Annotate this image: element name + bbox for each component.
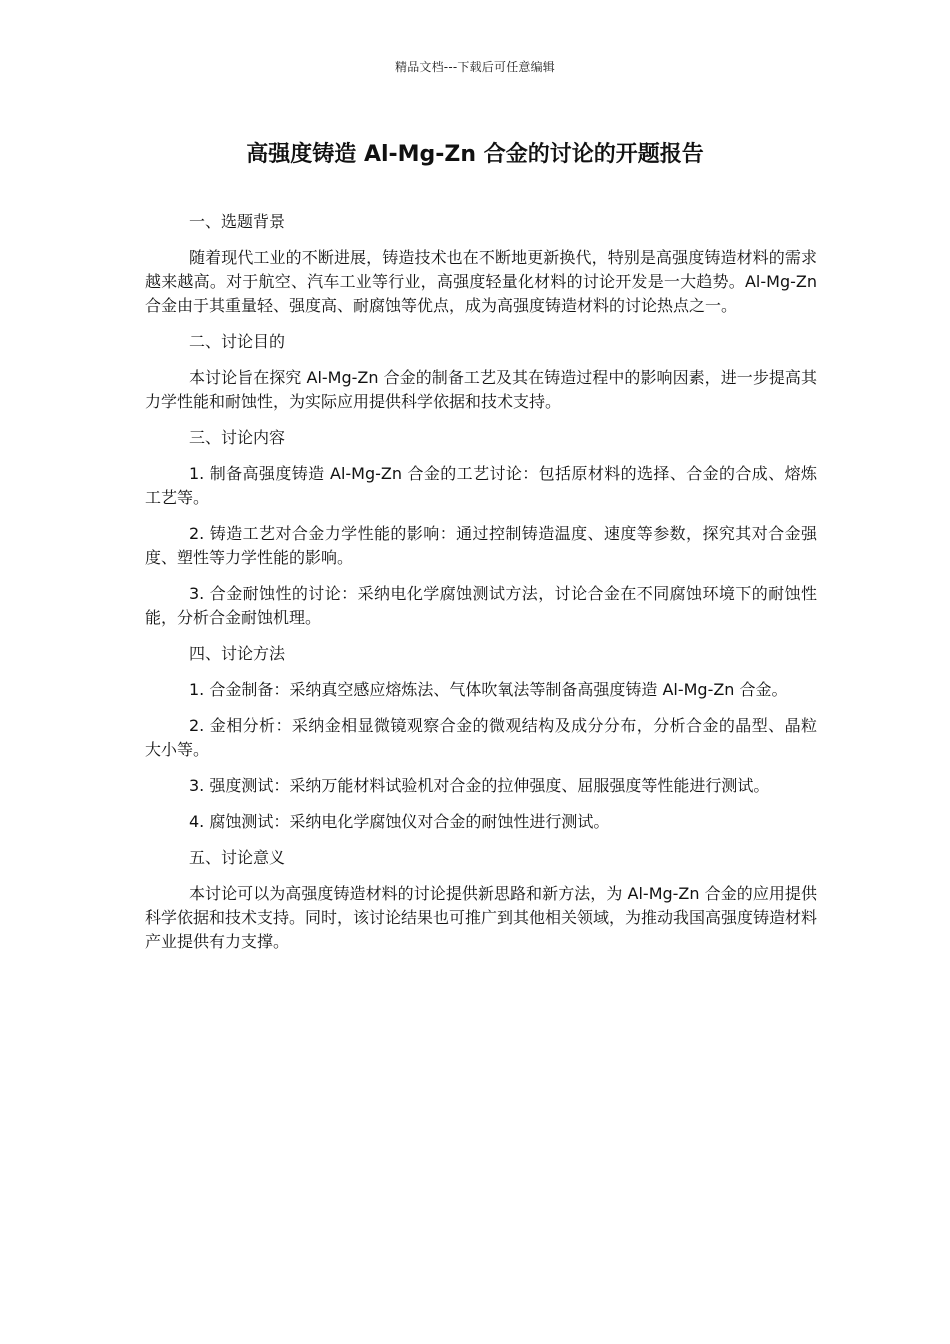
section-heading-purpose: 二、讨论目的	[189, 332, 286, 351]
section-heading-significance: 五、讨论意义	[189, 848, 286, 867]
list-item: 2. 铸造工艺对合金力学性能的影响：通过控制铸造温度、速度等参数，探究其对合金强度、塑性等力学性能的影响。	[145, 524, 817, 567]
list-item: 2. 金相分析：采纳金相显微镜观察合金的微观结构及成分分布，分析合金的晶型、晶粒大小等。	[145, 716, 817, 759]
document-title: 高强度铸造 Al-Mg-Zn 合金的讨论的开题报告	[246, 142, 704, 167]
header-note: 精品文档---下载后可任意编辑	[395, 60, 555, 74]
section-paragraph: 本讨论可以为高强度铸造材料的讨论提供新思路和新方法，为 Al-Mg-Zn 合金的应用提供科学依据和技术支持。同时，该讨论结果也可推广到其他相关领域，为推动我国高强度铸造材料产业提供有力支撑。	[145, 884, 818, 951]
section-heading-methods: 四、讨论方法	[189, 644, 286, 663]
section-heading-content: 三、讨论内容	[189, 428, 286, 447]
section-paragraph: 本讨论旨在探究 Al-Mg-Zn 合金的制备工艺及其在铸造过程中的影响因素，进一步提高其力学性能和耐蚀性，为实际应用提供科学依据和技术支持。	[145, 368, 817, 411]
list-item: 3. 合金耐蚀性的讨论：采纳电化学腐蚀测试方法，讨论合金在不同腐蚀环境下的耐蚀性能，分析合金耐蚀机理。	[145, 584, 817, 627]
list-item: 1. 合金制备：采纳真空感应熔炼法、气体吹氧法等制备高强度铸造 Al-Mg-Zn 合金。	[189, 680, 788, 699]
list-item: 3. 强度测试：采纳万能材料试验机对合金的拉伸强度、屈服强度等性能进行测试。	[189, 776, 770, 795]
section-heading-background: 一、选题背景	[189, 212, 286, 231]
list-item: 4. 腐蚀测试：采纳电化学腐蚀仪对合金的耐蚀性进行测试。	[189, 812, 610, 831]
list-item: 1. 制备高强度铸造 Al-Mg-Zn 合金的工艺讨论：包括原材料的选择、合金的合成、熔炼工艺等。	[145, 464, 817, 507]
document-body	[145, 210, 817, 966]
section-paragraph: 随着现代工业的不断进展，铸造技术也在不断地更新换代，特别是高强度铸造材料的需求越来越高。对于航空、汽车工业等行业，高强度轻量化材料的讨论开发是一大趋势。Al-Mg-Zn 合金由于其重量轻、强度高、耐腐蚀等优点，成为高强度铸造材料的讨论热点之一。	[145, 248, 817, 315]
